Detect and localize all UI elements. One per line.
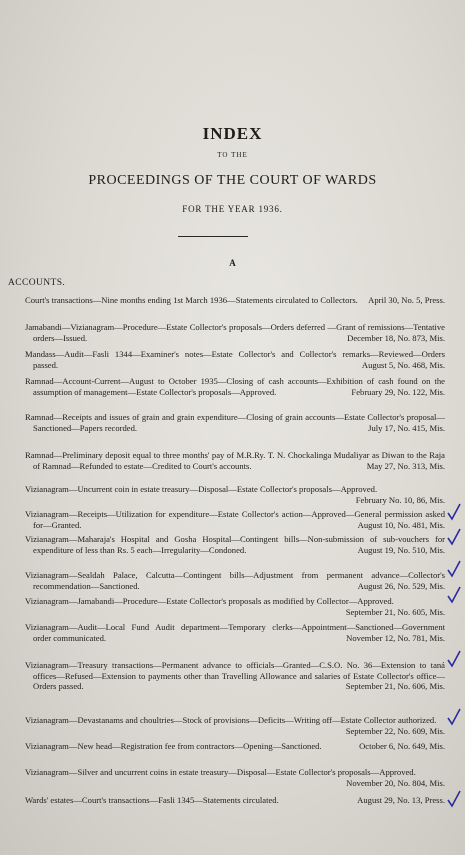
entry-text: Ramnad—Receipts and issues of grain and grain expenditure—Closing of grain accounts—Estate Collector's proposal—Sanctioned—Papers recorded. [25, 412, 445, 433]
entry-reference: October 6, No. 649, Mis. [359, 741, 445, 751]
entry-reference: November 12, No. 781, Mis. [346, 632, 445, 643]
index-entry [25, 715, 445, 736]
entry-text: Mandass—Audit—Fasli 1344—Examiner's notes—Estate Collector's and Collector's remarks—Reviewed—Orders passed. [25, 349, 445, 370]
entry-text: Ramnad—Preliminary deposit equal to three months' pay of M.R.Ry. T. N. Chockalinga Mudaliyar as Diwan to the Raja of Ramnad—Refunded to estate—Credited to Court's accounts. [25, 450, 445, 471]
entry-text: Vizianagram—Treasury transactions—Permanent advance to officials—Granted—C.S.O. No. 36—Extension to taná offices—Refused—Extension to payments other than Travelling Allowance and salaries of Estate Collector's office—Orders passed. [25, 660, 445, 691]
index-entry [25, 622, 445, 643]
entry-text: Jamabandi—Vizianagram—Procedure—Estate Collector's proposals—Orders deferred —Grant of remissions—Tentative orders—Issued. [25, 322, 445, 343]
index-entry [25, 322, 445, 343]
index-entry [25, 767, 445, 788]
index-entry [25, 295, 445, 306]
entry-text: Vizianagram—Devastanams and choultries—Stock of provisions—Deficits—Writing off—Estate Collector authorized. [25, 715, 437, 725]
entry-text: Vizianagram—Silver and uncurrent coins in estate treasury—Disposal—Estate Collector's proposals—Approved. [25, 767, 416, 777]
check-mark-icon [446, 790, 462, 808]
entry-reference: September 21, No. 606, Mis. [345, 681, 445, 691]
index-letter: A [229, 258, 236, 268]
index-entry [25, 484, 445, 505]
entry-text: Vizianagram—Uncurrent coin in estate treasury—Disposal—Estate Collector's proposals—Approved. [25, 484, 378, 494]
entry-reference: May 27, No. 313, Mis. [366, 460, 445, 471]
index-entry [25, 450, 445, 471]
check-mark-icon [446, 560, 462, 578]
year-line: FOR THE YEAR 1936. [182, 204, 283, 214]
entry-text: Vizianagram—Receipts—Utilization for expenditure—Estate Collector's action—Approved—General permission asked for—Granted. [25, 509, 445, 530]
index-entry [25, 534, 445, 555]
entry-reference: August 19, No. 510, Mis. [357, 544, 445, 555]
entry-reference: August 5, No. 468, Mis. [361, 359, 445, 370]
entry-reference: August 10, No. 481, Mis. [357, 519, 445, 530]
entry-text: Vizianagram—New head—Registration fee from contractors—Opening—Sanctioned. [25, 741, 322, 751]
entry-reference: August 26, No. 529, Mis. [357, 580, 445, 591]
check-mark-icon [446, 586, 462, 604]
check-mark-icon [446, 708, 462, 726]
index-entry [25, 795, 445, 806]
index-entry [25, 660, 445, 692]
entry-text: Vizianagram—Sealdah Palace, Calcutta—Contingent bills—Adjustment from permanent advance—Collector's recommendation—Sanctioned. [25, 570, 445, 591]
entry-reference: August 29, No. 13, Press. [357, 795, 445, 805]
entry-reference: February 29, No. 122, Mis. [351, 386, 445, 397]
index-entry [25, 376, 445, 397]
index-entry [25, 349, 445, 370]
section-heading: ACCOUNTS. [8, 278, 66, 288]
index-entry [25, 412, 445, 433]
entry-text: Vizianagram—Maharaja's Hospital and Gosha Hospital—Contingent bills—Non-submission of sub-vouchers for expenditure of less than Rs. 5 each—Irregularity—Condoned. [25, 534, 445, 555]
entry-text: Wards' estates—Court's transactions—Fasli 1345—Statements circulated. [25, 795, 279, 805]
proceedings-heading: PROCEEDINGS OF THE COURT OF WARDS [88, 173, 377, 188]
check-mark-icon [446, 503, 462, 521]
check-mark-icon [446, 528, 462, 546]
index-entry [25, 741, 445, 752]
index-title: INDEX [202, 124, 263, 143]
index-entry [25, 570, 445, 591]
index-entry [25, 509, 445, 530]
entry-text: Vizianagram—Jamabandi—Procedure—Estate Collector's proposals as modified by Collector—Approved. [25, 596, 394, 606]
entry-reference: September 22, No. 609, Mis. [345, 725, 445, 736]
entry-reference: September 21, No. 605, Mis. [345, 606, 445, 617]
entry-text: Vizianagram—Audit—Local Fund Audit department—Temporary clerks—Appointment—Sanctioned—Government order communicated. [25, 622, 445, 643]
check-mark-icon [446, 650, 462, 668]
entry-text: Court's transactions—Nine months ending 1st March 1936—Statements circulated to Collectors. [25, 295, 358, 305]
entry-reference: February No. 10, 86, Mis. [355, 494, 445, 505]
entry-text: Ramnad—Account-Current—August to October 1935—Closing of cash accounts—Exhibition of cash found on the assumption of management—Estate Collector's proposals—Approved. [25, 376, 445, 397]
entry-reference: April 30, No. 5, Press. [368, 295, 445, 305]
index-entry [25, 596, 445, 617]
entry-reference: November 20, No. 804, Mis. [346, 777, 445, 788]
divider-rule [178, 236, 248, 237]
entry-reference: July 17, No. 415, Mis. [368, 422, 445, 433]
entry-reference: December 18, No. 873, Mis. [347, 332, 445, 343]
to-the-line: TO THE [217, 151, 248, 159]
